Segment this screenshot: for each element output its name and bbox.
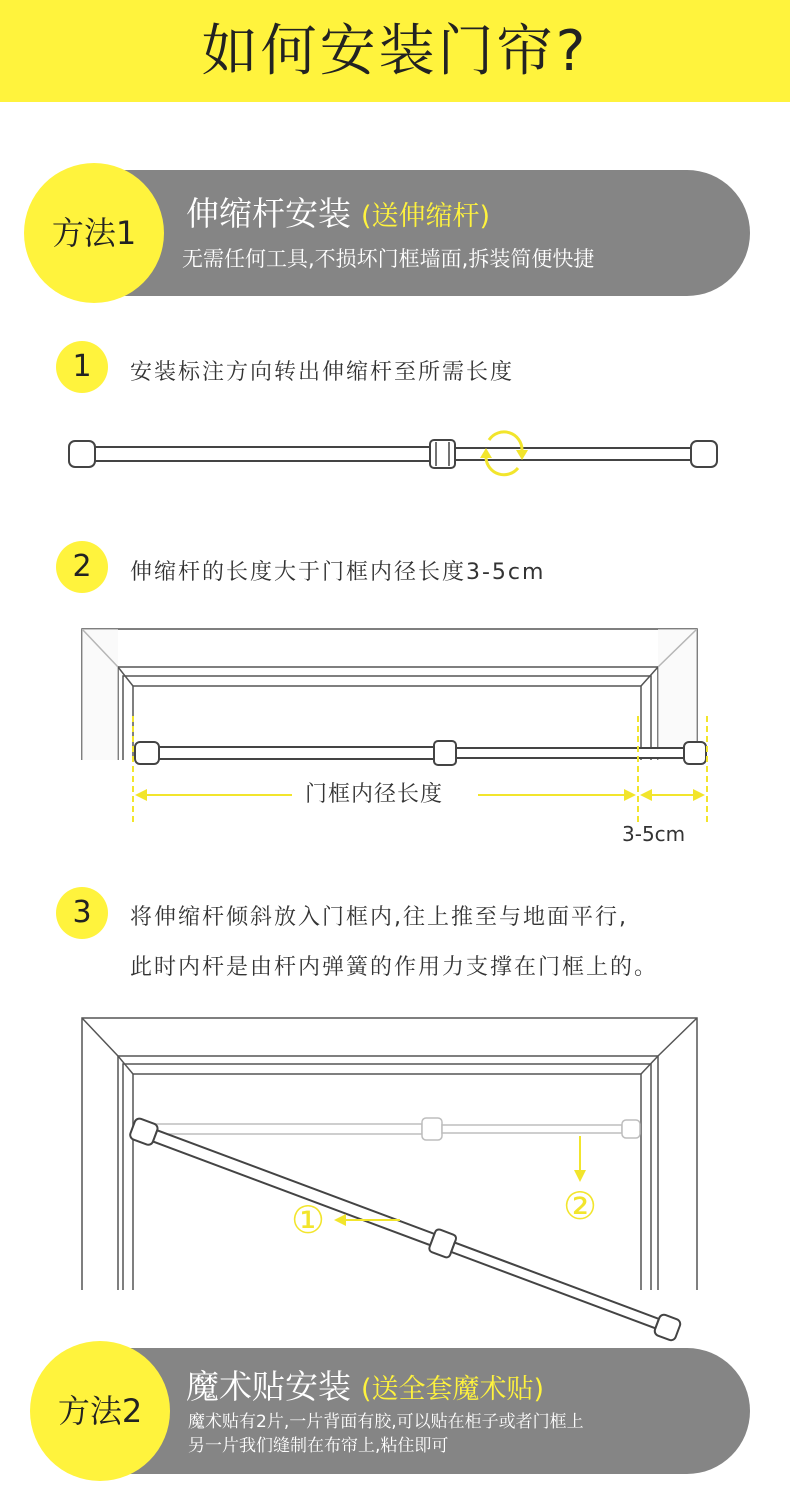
tilted-rod bbox=[128, 1116, 682, 1342]
push-down-arrow bbox=[574, 1136, 586, 1182]
step2-text: 伸缩杆的长度大于门框内径长度3-5cm bbox=[130, 560, 546, 585]
extra-length-label: 3-5cm bbox=[622, 822, 686, 846]
step-marker-1: ① bbox=[290, 1198, 326, 1242]
method2-description-line1: 魔术贴有2片,一片背面有胶,可以贴在柜子或者门框上 bbox=[188, 1412, 584, 1432]
method1-description: 无需任何工具,不损坏门框墙面,拆装简便快捷 bbox=[182, 247, 595, 271]
method2-title bbox=[186, 1367, 544, 1410]
method2-description-line2: 另一片我们缝制在布帘上,粘住即可 bbox=[188, 1436, 449, 1456]
method1-badge: 方法1 bbox=[51, 214, 137, 252]
method1-subtitle: (送伸缩杆) bbox=[361, 201, 491, 232]
door-frame-outline-2 bbox=[82, 1018, 697, 1290]
page-title: 如何安装门帘? bbox=[201, 19, 589, 84]
step1-text: 安装标注方向转出伸缩杆至所需长度 bbox=[130, 360, 515, 385]
inner-length-label: 门框内径长度 bbox=[305, 782, 444, 807]
ghost-horizontal-rod bbox=[150, 1118, 640, 1140]
method2-badge: 方法2 bbox=[57, 1392, 143, 1430]
step3-number: 3 bbox=[72, 895, 92, 930]
method1-title-text: 伸缩杆安装 bbox=[186, 194, 351, 233]
step3-text-line2: 此时内杆是由杆内弹簧的作用力支撑在门框上的。 bbox=[130, 955, 659, 980]
step2-number: 2 bbox=[72, 549, 92, 584]
method2-badge-circle bbox=[30, 1341, 170, 1481]
step3-text-line1: 将伸缩杆倾斜放入门框内,往上推至与地面平行, bbox=[130, 905, 628, 930]
method2-subtitle: (送全套魔术贴) bbox=[361, 1374, 545, 1405]
step-marker-2: ② bbox=[562, 1184, 598, 1228]
method2-title-text: 魔术贴安装 bbox=[186, 1367, 351, 1406]
step1-number: 1 bbox=[72, 349, 92, 384]
